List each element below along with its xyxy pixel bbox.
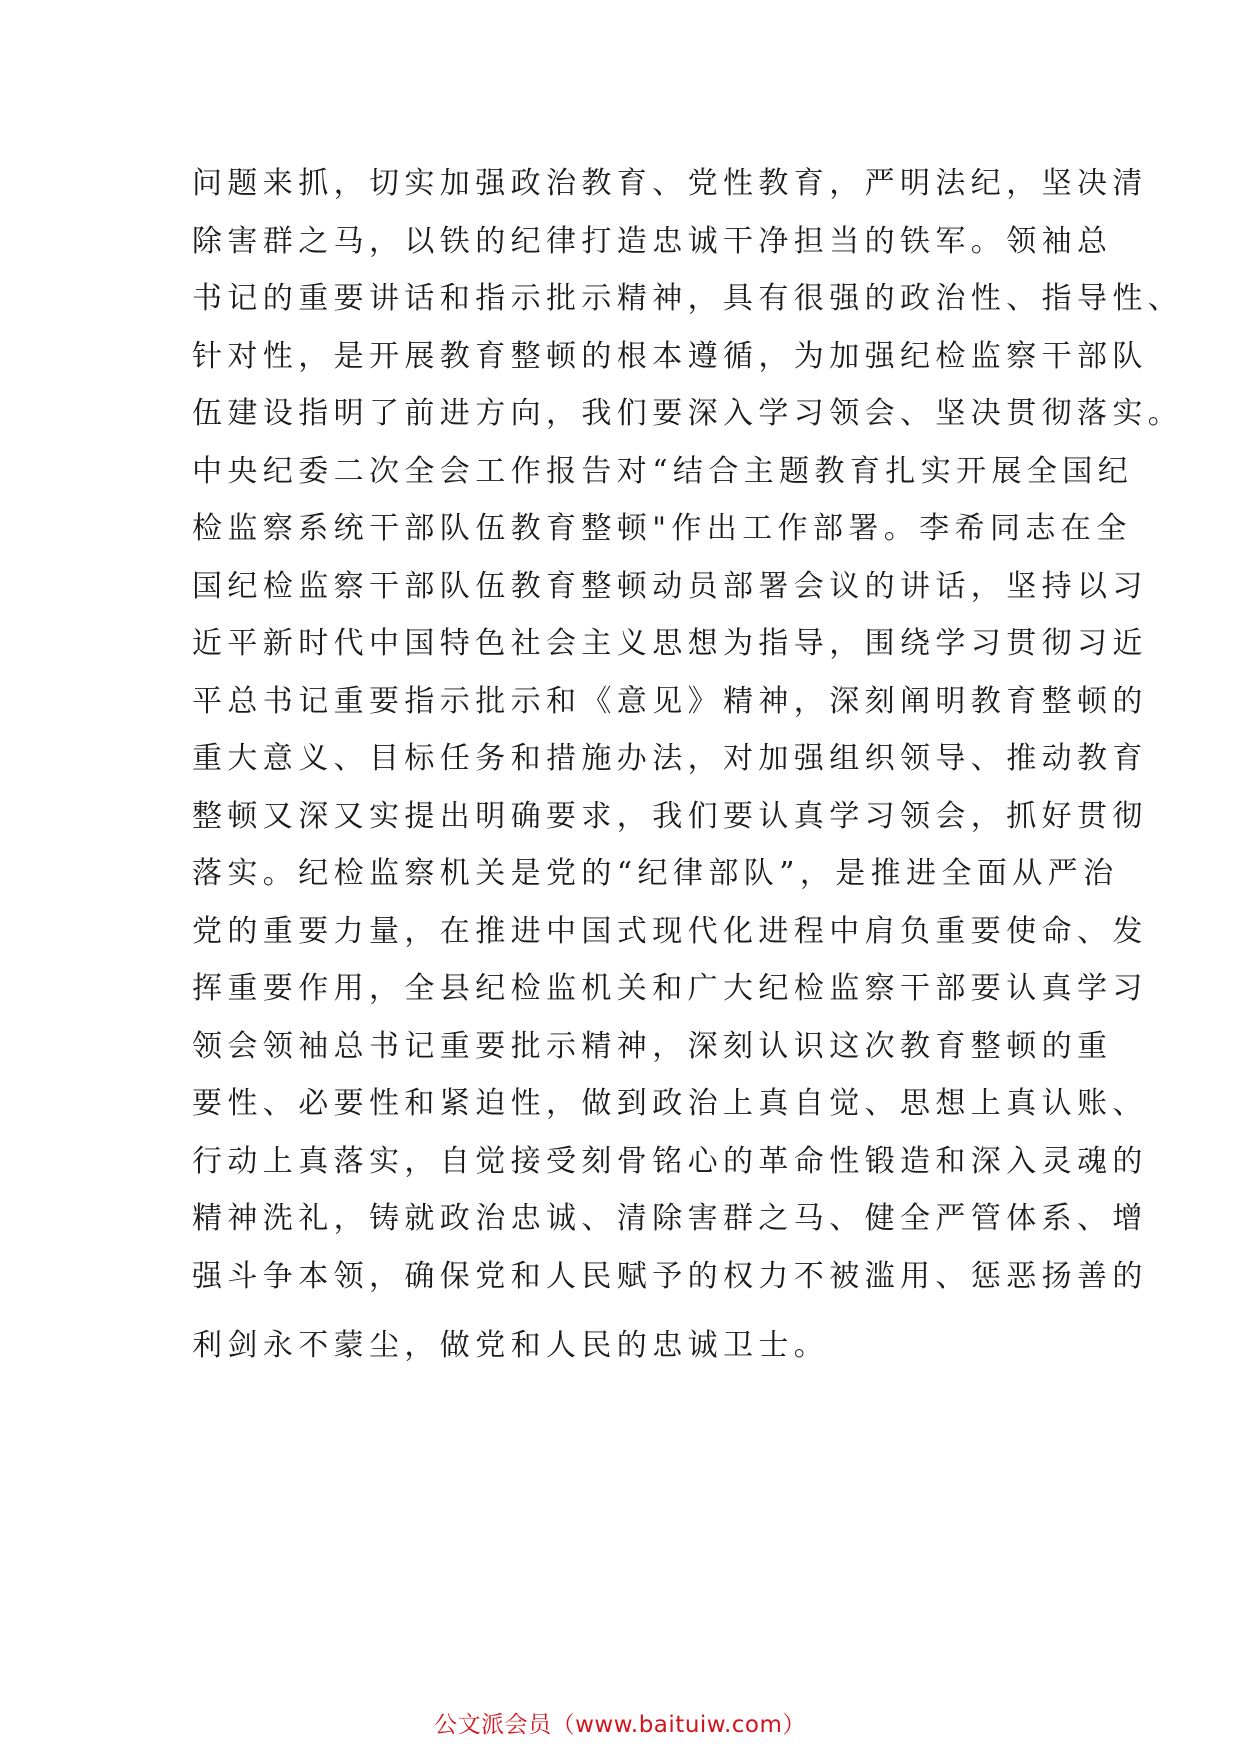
text-line: 除害群之马，以铁的纪律打造忠诚干净担当的铁军。领袖总 — [192, 223, 1113, 259]
text-line: 整顿又深又实提出明确要求，我们要认真学习领会，抓好贯彻 — [192, 798, 1148, 834]
text-line: 伍建设指明了前进方向，我们要深入学习领会、坚决贯彻落实。 — [192, 396, 1184, 431]
text-line: 挥重要作用，全县纪检监机关和广大纪检监察干部要认真学习 — [192, 971, 1148, 1006]
text-line: 重大意义、目标任务和措施办法，对加强组织领导、推动教育 — [192, 741, 1148, 776]
text-line: 落实。纪检监察机关是党的“纪律部队”，是推进全面从严治 — [192, 856, 1119, 891]
text-line: 书记的重要讲话和指示批示精神，具有很强的政治性、指导性、 — [192, 281, 1184, 316]
text-line: 问题来抓，切实加强政治教育、党性教育，严明法纪，坚决清 — [192, 166, 1148, 201]
text-line: 检监察系统干部队伍教育整顿"作出工作部署。李希同志在全 — [192, 511, 1132, 546]
footer-watermark: 公文派会员（www.baituiw.com） — [434, 1712, 806, 1738]
text-line-last: 利剑永不蒙尘，做党和人民的忠诚卫士。 — [192, 1328, 830, 1363]
text-line: 精神洗礼，铸就政治忠诚、清除害群之马、健全严管体系、增 — [192, 1201, 1148, 1236]
text-line: 强斗争本领，确保党和人民赋予的权力不被滥用、惩恶扬善的 — [192, 1258, 1148, 1294]
text-line: 党的重要力量，在推进中国式现代化进程中肩负重要使命、发 — [192, 913, 1148, 949]
text-line: 中央纪委二次全会工作报告对“结合主题教育扎实开展全国纪 — [192, 453, 1134, 489]
text-line: 要性、必要性和紧迫性，做到政治上真自觉、思想上真认账、 — [192, 1086, 1148, 1121]
body-paragraph — [192, 155, 1184, 1375]
text-line: 行动上真落实，自觉接受刻骨铭心的革命性锻造和深入灵魂的 — [192, 1143, 1148, 1179]
text-line: 国纪检监察干部队伍教育整顿动员部署会议的讲话，坚持以习 — [192, 568, 1148, 604]
text-line: 近平新时代中国特色社会主义思想为指导，围绕学习贯彻习近 — [192, 626, 1148, 661]
text-line: 领会领袖总书记重要批示精神，深刻认识这次教育整顿的重 — [192, 1028, 1113, 1064]
text-line: 针对性，是开展教育整顿的根本遵循，为加强纪检监察干部队 — [192, 338, 1148, 374]
text-line: 平总书记重要指示批示和《意见》精神，深刻阐明教育整顿的 — [192, 683, 1148, 719]
